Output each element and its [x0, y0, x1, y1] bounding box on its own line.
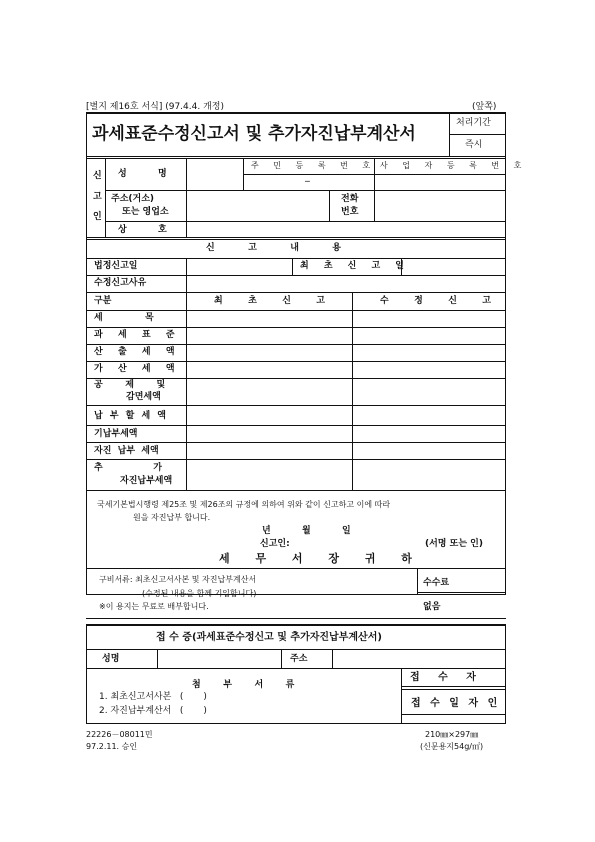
paper-type: (신문용지54g/㎡): [420, 742, 484, 751]
receipt-address-label: 주소: [290, 654, 308, 664]
fee-value: 없음: [423, 602, 441, 612]
attached-documents-title: 첨 부 서 류: [192, 680, 297, 690]
fee-label: 수수료: [423, 578, 450, 588]
attached-item-1: 1. 최초신고서사본 ( ): [99, 692, 207, 702]
reporter-sign-label: 신고인:: [260, 539, 290, 549]
receipt-address-field[interactable]: [333, 650, 505, 668]
row-label-payable-tax: 납 부 할 세 액: [94, 411, 169, 421]
first-report-date-field[interactable]: [402, 259, 505, 275]
phone-field[interactable]: [375, 191, 505, 221]
legal-date-field[interactable]: [187, 259, 292, 275]
resident-no-label: 주 민 등 록 번 호: [251, 161, 377, 170]
name-label: 성 명: [118, 169, 167, 179]
row-label-additional: 추 가: [94, 463, 163, 473]
address-label: 주소(거소): [111, 194, 155, 204]
name-field[interactable]: [187, 159, 243, 190]
addressee: 세 무 서 장 귀 하: [219, 552, 423, 565]
approval-date: 97.2.11. 승인: [86, 742, 138, 751]
free-distribution-note: ※이 용지는 무료로 배부합니다.: [99, 602, 209, 611]
amended-report-column-header: 수 정 신 고: [380, 296, 495, 306]
receipt-name-label: 성명: [102, 654, 120, 664]
phone-label: 전화: [341, 194, 359, 204]
required-documents-note: (수정된 내용을 함께 기입합니다): [142, 589, 257, 598]
processing-period-label: 처리기간: [456, 118, 491, 128]
form-title: 과세표준수정신고서 및 추가자진납부계산서: [92, 124, 416, 144]
address-label-sub: 또는 영업소: [122, 207, 169, 217]
report-section-title: 신 고 내 용: [206, 243, 347, 253]
trade-name-label: 상 호: [118, 225, 167, 235]
row-label-computed-tax: 산 출 세 액: [94, 347, 178, 357]
page-side-label: (앞쪽): [472, 102, 497, 112]
receiver-label: 접 수 자: [410, 672, 478, 683]
legal-date-label: 법정신고일: [94, 261, 138, 271]
receipt-name-field[interactable]: [158, 650, 281, 668]
processing-period-value: 즉시: [465, 140, 483, 150]
first-report-column-header: 최 초 신 고: [214, 296, 329, 306]
declaration-date: 년 월 일: [262, 526, 351, 536]
row-label-deduction: 공 제 및: [94, 380, 168, 390]
row-label-tax-base: 과 세 표 준: [94, 330, 178, 340]
reason-label: 수정신고사유: [94, 278, 147, 288]
attached-item-2: 2. 자진납부계산서 ( ): [99, 706, 207, 716]
declaration-line-1: 국세기본법시행령 제25조 및 제26조의 규정에 의하여 위와 같이 신고하고 이에 따라: [97, 500, 391, 509]
row-label-self-paid-tax: 자진 납부 세액: [94, 446, 159, 456]
row-label-penalty-tax: 가 산 세 액: [94, 364, 178, 374]
business-no-field[interactable]: [375, 175, 505, 190]
address-field[interactable]: [187, 191, 329, 221]
receipt-title: 접 수 증(과세표준수정신고 및 추가자진납부계산서): [156, 632, 382, 643]
sign-or-seal-label: (서명 또는 인): [425, 539, 483, 549]
phone-label-sub: 번호: [341, 207, 359, 217]
resident-no-dash: ─: [305, 177, 310, 186]
business-no-label: 사 업 자 등 록 번 호: [380, 161, 528, 170]
form-number: [별지 제16호 서식] (97.4.4. 개정): [86, 102, 224, 112]
form-code: 22226－08011민: [86, 730, 153, 739]
cut-line: [86, 618, 506, 619]
declaration-line-2: 원을 자진납부 합니다.: [133, 513, 211, 522]
category-column-header: 구분: [94, 296, 112, 306]
row-label-tax-item: 세 목: [94, 313, 155, 323]
trade-name-field[interactable]: [187, 222, 505, 237]
required-documents: 구비서류: 최초신고서사본 및 자진납부계산서: [99, 575, 257, 584]
paper-size: 210㎜×297㎜: [425, 730, 479, 739]
row-label-deduction-sub: 감면세액: [126, 392, 161, 402]
resident-no-field[interactable]: [244, 175, 374, 190]
first-report-date-label: 최 초 신 고 일: [300, 261, 411, 271]
row-label-additional-sub: 자진납부세액: [120, 476, 173, 486]
receipt-date-stamp-label: 접 수 일 자 인: [411, 698, 501, 709]
row-label-prepaid-tax: 기납부세액: [94, 429, 138, 439]
reason-field[interactable]: [187, 276, 505, 292]
